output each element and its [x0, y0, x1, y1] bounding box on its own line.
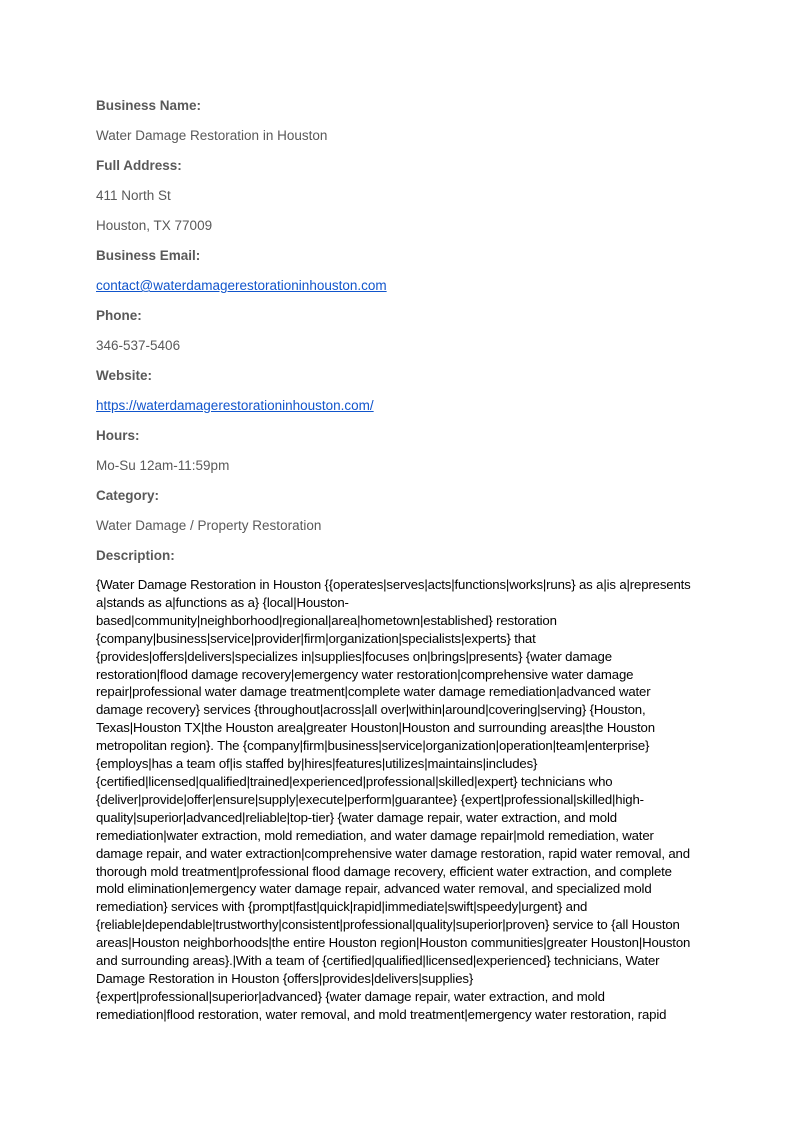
email-link[interactable]: contact@waterdamagerestorationinhouston.com [96, 278, 387, 293]
hours-value: Mo-Su 12am-11:59pm [96, 458, 230, 473]
category-value: Water Damage / Property Restoration [96, 518, 322, 533]
address-line-2: Houston, TX 77009 [96, 218, 213, 233]
email-row [96, 276, 700, 306]
website-label: Website: [96, 368, 153, 383]
description-label: Description: [96, 548, 175, 563]
phone-label: Phone: [96, 308, 142, 323]
document-page [96, 96, 700, 1024]
business-name-label: Business Name: [96, 98, 202, 113]
email-label: Business Email: [96, 248, 201, 263]
business-name-value: Water Damage Restoration in Houston [96, 128, 328, 143]
category-label: Category: [96, 488, 160, 503]
address-line-1: 411 North St [96, 188, 171, 203]
hours-label: Hours: [96, 428, 140, 443]
description-text: {Water Damage Restoration in Houston {{operates|serves|acts|functions|works|runs} as a|is a|represents a|stands as a|functions as a} {local|Houston-based|community|neighborhood|regional|area|hometown|established} restoration {company|business|service|provider|firm|organization|specialists|experts} that {provides|offers|delivers|specializes in|supplies|focuses on|brings|presents} {water damage restoration|flood damage recovery|emergency water restoration|comprehensive water damage repair|professional water damage treatment|complete water damage remediation|advanced water damage recovery} services {throughout|across|all over|within|around|covering|serving} {Houston, Texas|Houston TX|the Houston area|greater Houston|Houston and surrounding areas|the Houston metropolitan region}. The {company|firm|business|service|organization|operation|team|enterprise} {employs|has a team of|is staffed by|hires|features|utilizes|maintains|includes} {certified|licensed|qualified|trained|experienced|professional|skilled|expert} technicians who {deliver|provide|offer|ensure|supply|execute|perform|guarantee} {expert|professional|skilled|high-quality|superior|advanced|reliable|top-tier} {water damage repair, water extraction, and mold remediation|water extraction, mold remediation, and water damage repair|mold remediation, water damage repair, and water extraction|comprehensive water damage restoration, rapid water removal, and thorough mold treatment|professional flood damage recovery, efficient water extraction, and complete mold elimination|emergency water damage repair, advanced water removal, and specialized mold remediation} services with {prompt|fast|quick|rapid|immediate|swift|speedy|urgent} and {reliable|dependable|trustworthy|consistent|professional|quality|superior|proven} service to {all Houston areas|Houston neighborhoods|the entire Houston region|Houston communities|greater Houston|Houston and surrounding areas}.|With a team of {certified|qualified|licensed|experienced} technicians, Water Damage Restoration in Houston {offers|provides|delivers|supplies} {expert|professional|superior|advanced} {water damage repair, water extraction, and mold remediation|flood restoration, water removal, and mold treatment|emergency water restoration, rapid [96, 577, 691, 1022]
website-row [96, 396, 700, 426]
address-label: Full Address: [96, 158, 182, 173]
phone-value: 346-537-5406 [96, 338, 181, 353]
website-link[interactable]: https://waterdamagerestorationinhouston.com/ [96, 398, 374, 413]
